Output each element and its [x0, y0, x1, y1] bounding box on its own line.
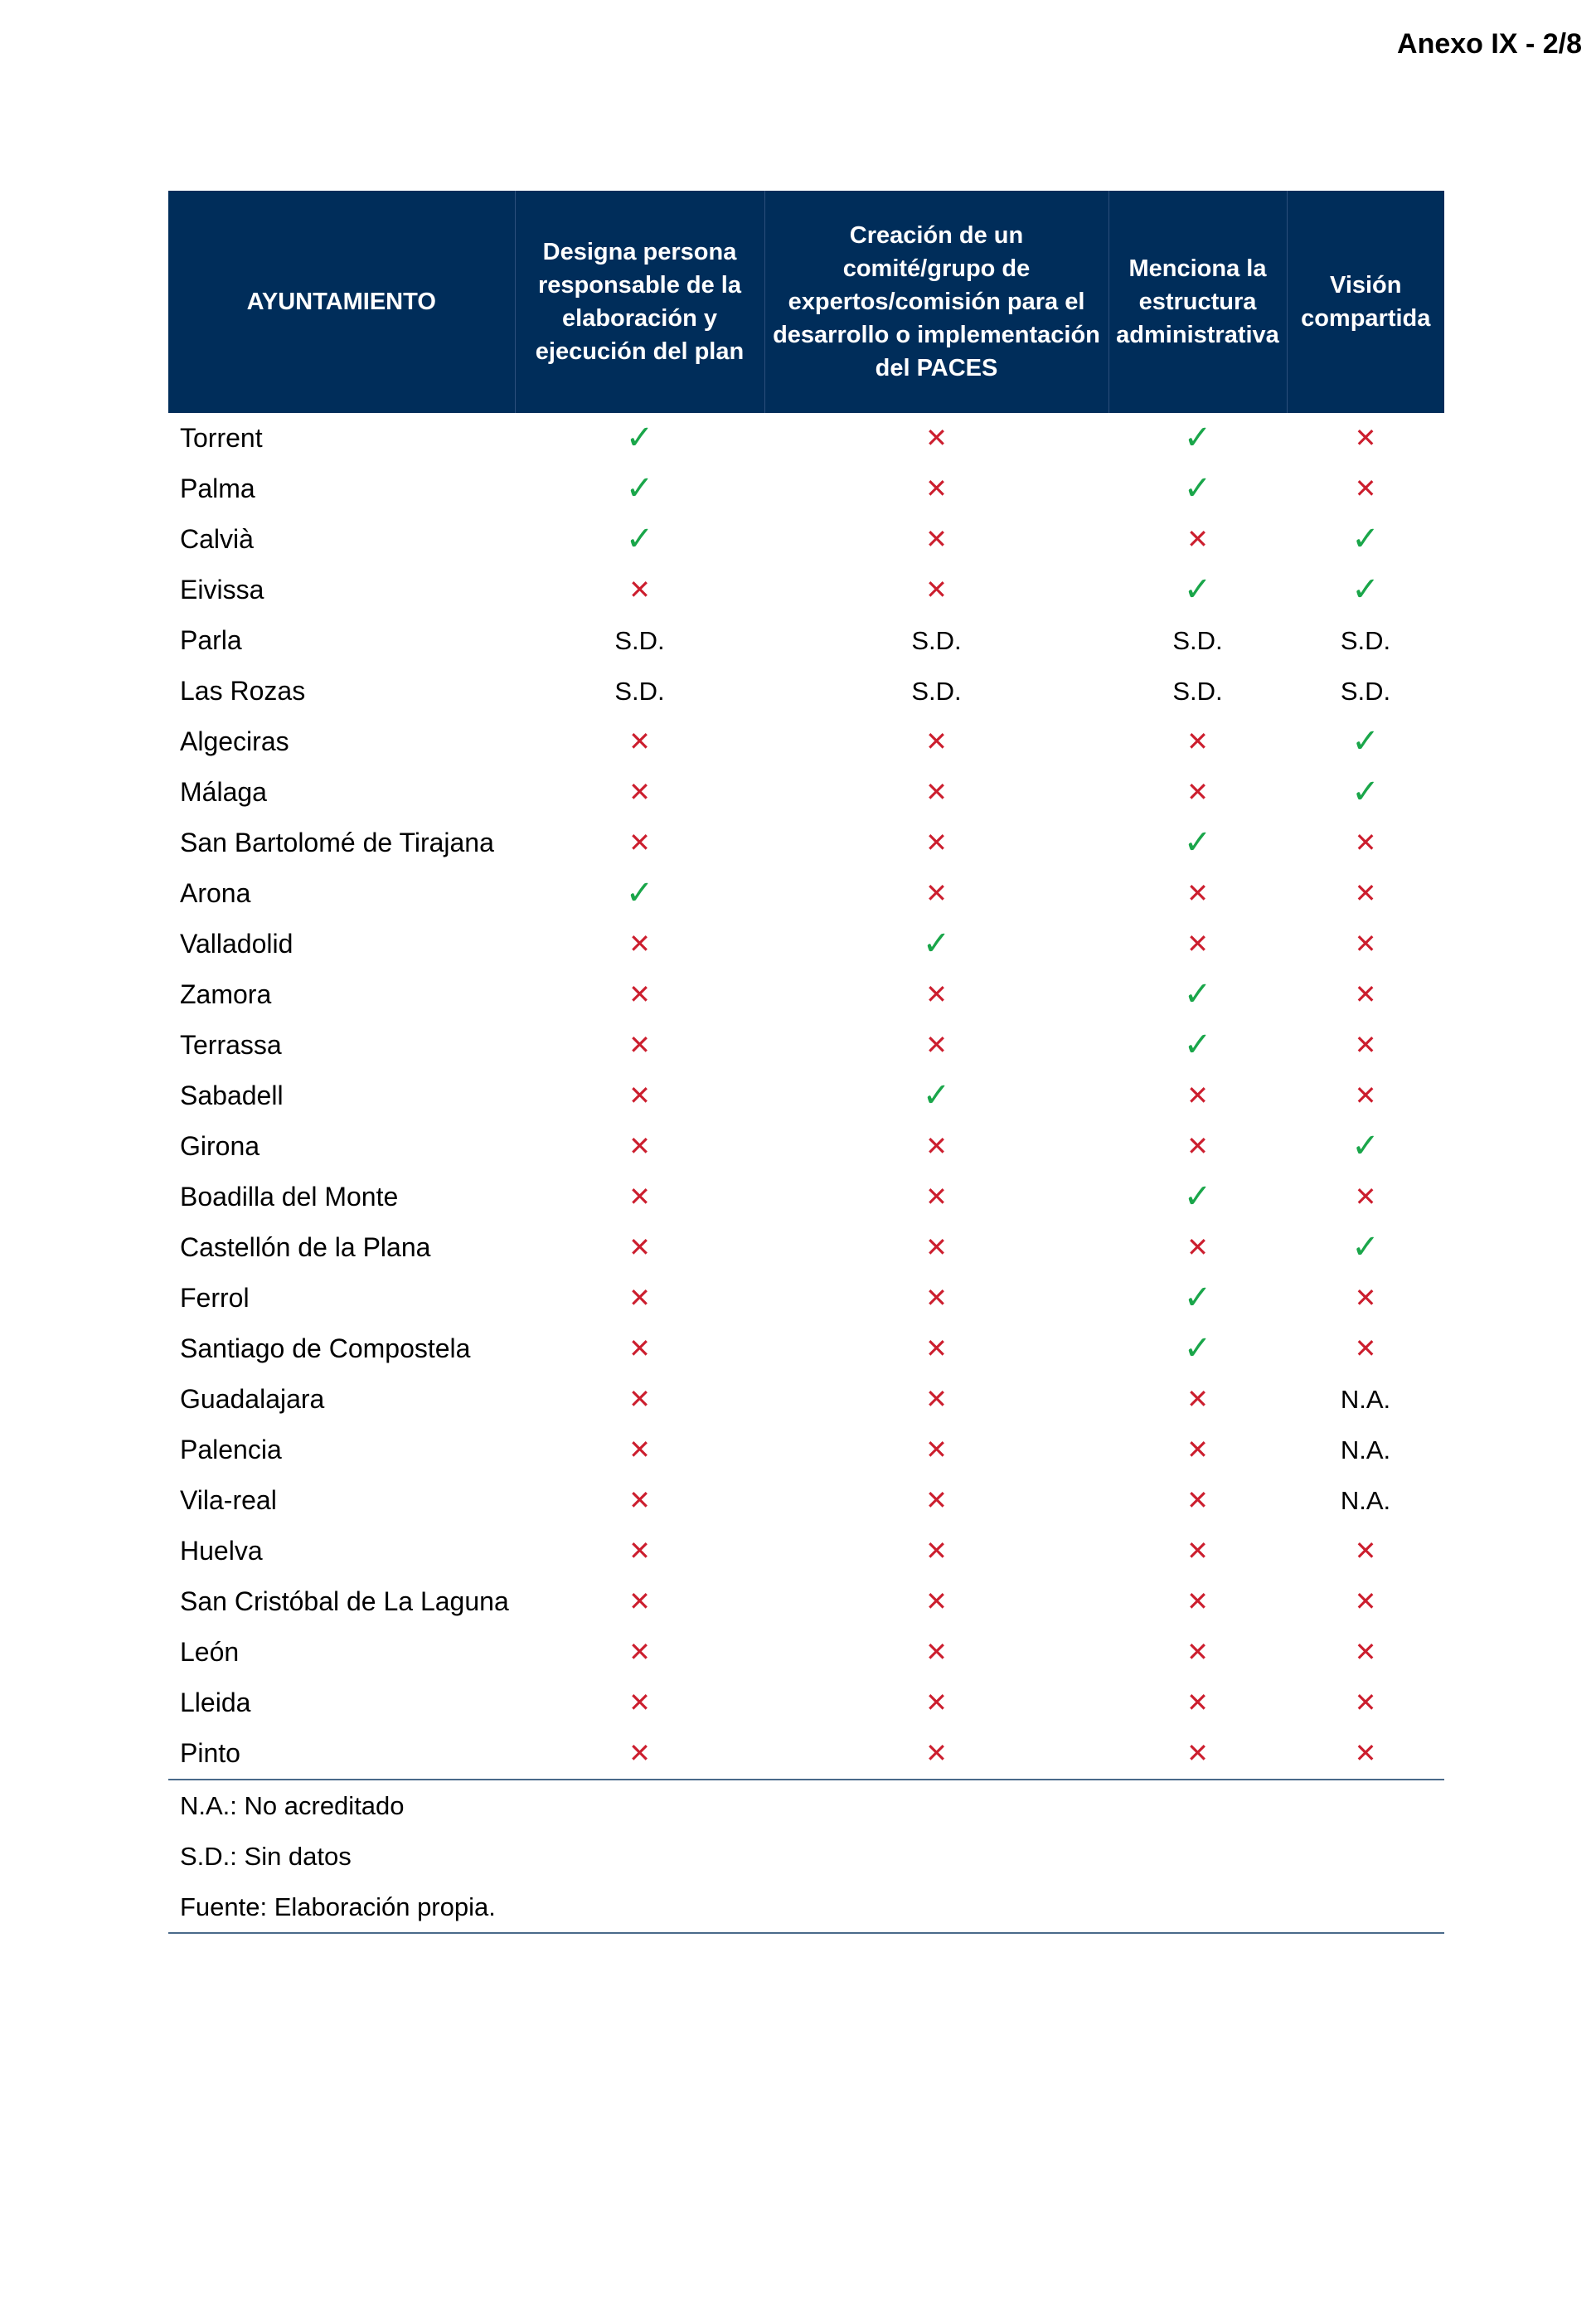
table-cell: [1287, 868, 1444, 919]
municipality-name: Guadalajara: [180, 1384, 325, 1414]
table-cell: [1108, 1121, 1287, 1172]
table-cell: [1108, 1172, 1287, 1222]
municipality-name: Palma: [180, 474, 255, 503]
cross-icon: ✕: [925, 826, 948, 858]
table-cell: [1108, 1425, 1287, 1475]
table-row: [168, 1627, 1444, 1678]
table-cell: [1108, 1273, 1287, 1323]
table-cell: [764, 1526, 1108, 1576]
table-cell: [1108, 1576, 1287, 1627]
table-cell: [1108, 413, 1287, 464]
table-row: [168, 1323, 1444, 1374]
table-cell: [515, 1374, 764, 1425]
check-icon: ✓: [1351, 520, 1380, 558]
cross-icon: ✕: [925, 1332, 948, 1364]
table-cell: [1108, 716, 1287, 767]
check-icon: ✓: [1183, 469, 1212, 508]
table-cell: [1287, 716, 1444, 767]
cross-icon: ✕: [628, 1129, 651, 1162]
cross-icon: ✕: [1354, 1736, 1377, 1769]
check-icon: ✓: [1351, 571, 1380, 609]
cross-icon: ✕: [1186, 877, 1209, 909]
table-cell: [764, 565, 1108, 615]
cross-icon: ✕: [1354, 1281, 1377, 1314]
table-cell: [1287, 1323, 1444, 1374]
municipality-name: Málaga: [180, 777, 267, 807]
check-icon: ✓: [1351, 773, 1380, 811]
cross-icon: ✕: [925, 1534, 948, 1566]
note-source: Fuente: Elaboración propia.: [180, 1892, 496, 1921]
column-header-designa-persona: Designa persona responsable de la elaboración y ejecución del plan: [515, 191, 764, 413]
table-header: [168, 191, 1444, 413]
table-row: [168, 919, 1444, 969]
check-icon: ✓: [625, 520, 654, 558]
cross-icon: ✕: [628, 927, 651, 959]
check-icon: ✓: [625, 469, 654, 508]
cross-icon: ✕: [628, 1028, 651, 1061]
table-cell: [1108, 868, 1287, 919]
cross-icon: ✕: [1354, 1635, 1377, 1668]
cross-icon: ✕: [628, 1332, 651, 1364]
municipality-name: Vila-real: [180, 1485, 277, 1515]
cross-icon: ✕: [925, 1635, 948, 1668]
cross-icon: ✕: [628, 775, 651, 808]
table-cell: [515, 969, 764, 1020]
table-cell: [764, 1273, 1108, 1323]
cross-icon: ✕: [1354, 826, 1377, 858]
table-cell: [1108, 1678, 1287, 1728]
cross-icon: ✕: [925, 1382, 948, 1415]
cross-icon: ✕: [628, 1686, 651, 1718]
table-cell: [764, 1121, 1108, 1172]
municipality-name: Algeciras: [180, 726, 289, 756]
cross-icon: ✕: [925, 1686, 948, 1718]
table-row: [168, 818, 1444, 868]
cross-icon: ✕: [925, 1736, 948, 1769]
cross-icon: ✕: [925, 421, 948, 454]
table-cell: [515, 1020, 764, 1071]
table-cell: [764, 1627, 1108, 1678]
table-row: [168, 1071, 1444, 1121]
table-cell: [1287, 615, 1444, 666]
table-cell: [515, 666, 764, 716]
cross-icon: ✕: [925, 1484, 948, 1516]
cross-icon: ✕: [1354, 1585, 1377, 1617]
data-table-container: [168, 191, 1444, 1934]
table-row: [168, 1121, 1444, 1172]
table-row: [168, 1273, 1444, 1323]
table-cell: [1287, 413, 1444, 464]
cross-icon: ✕: [1354, 472, 1377, 504]
table-cell: [764, 464, 1108, 514]
cell-text: S.D.: [911, 676, 962, 706]
cross-icon: ✕: [1186, 1382, 1209, 1415]
table-cell: [764, 1222, 1108, 1273]
table-cell: [1287, 666, 1444, 716]
cross-icon: ✕: [925, 1231, 948, 1263]
cell-text: S.D.: [1340, 625, 1391, 655]
table-cell: [764, 1071, 1108, 1121]
cross-icon: ✕: [628, 573, 651, 605]
table-cell: [1108, 1222, 1287, 1273]
cross-icon: ✕: [925, 472, 948, 504]
cross-icon: ✕: [1354, 978, 1377, 1010]
table-row: [168, 1425, 1444, 1475]
cross-icon: ✕: [925, 573, 948, 605]
municipality-name: Castellón de la Plana: [180, 1232, 431, 1262]
table-cell: [764, 1678, 1108, 1728]
cross-icon: ✕: [1186, 725, 1209, 757]
check-icon: ✓: [1183, 823, 1212, 862]
cell-text: S.D.: [614, 676, 665, 706]
table-cell: [1108, 919, 1287, 969]
table-cell: [515, 1071, 764, 1121]
table-cell: [1108, 969, 1287, 1020]
table-cell: [1287, 464, 1444, 514]
table-row: [168, 868, 1444, 919]
column-header-vision-compartida: Visión compartida: [1287, 191, 1444, 413]
table-cell: [1287, 1627, 1444, 1678]
column-header-estructura-administrativa: Menciona la estructura administrativa: [1108, 191, 1287, 413]
cross-icon: ✕: [1186, 1433, 1209, 1465]
cross-icon: ✕: [1354, 1079, 1377, 1111]
cross-icon: ✕: [628, 1180, 651, 1212]
table-cell: [1287, 1576, 1444, 1627]
municipality-name: Santiago de Compostela: [180, 1333, 471, 1363]
table-cell: [515, 716, 764, 767]
cross-icon: ✕: [1354, 1028, 1377, 1061]
table-cell: [1287, 818, 1444, 868]
cell-text: S.D.: [911, 625, 962, 655]
table-cell: [764, 1728, 1108, 1780]
page-header: Anexo IX - 2/8: [1397, 28, 1582, 60]
cell-text: S.D.: [1340, 676, 1391, 706]
cell-text: N.A.: [1340, 1485, 1391, 1515]
table-cell: [1108, 615, 1287, 666]
table-cell: [515, 615, 764, 666]
cross-icon: ✕: [1186, 1231, 1209, 1263]
table-cell: [1287, 1526, 1444, 1576]
table-cell: [1108, 1323, 1287, 1374]
cross-icon: ✕: [1186, 522, 1209, 555]
table-cell: [1287, 1222, 1444, 1273]
table-cell: [1108, 1071, 1287, 1121]
table-cell: [1108, 565, 1287, 615]
table-cell: [1287, 767, 1444, 818]
cross-icon: ✕: [925, 1180, 948, 1212]
municipality-name: San Bartolomé de Tirajana: [180, 828, 494, 857]
data-table: [168, 191, 1444, 1780]
table-cell: [1108, 514, 1287, 565]
table-cell: [515, 464, 764, 514]
cross-icon: ✕: [628, 978, 651, 1010]
table-row: [168, 1172, 1444, 1222]
table-cell: [515, 565, 764, 615]
cross-icon: ✕: [1354, 1180, 1377, 1212]
cross-icon: ✕: [628, 1585, 651, 1617]
check-icon: ✓: [1183, 1279, 1212, 1317]
municipality-name: Arona: [180, 878, 251, 908]
cross-icon: ✕: [628, 1382, 651, 1415]
table-row: [168, 1576, 1444, 1627]
cell-text: S.D.: [614, 625, 665, 655]
check-icon: ✓: [1183, 1329, 1212, 1367]
table-cell: [515, 868, 764, 919]
cross-icon: ✕: [1354, 421, 1377, 454]
table-cell: [764, 818, 1108, 868]
cell-text: S.D.: [1172, 625, 1223, 655]
cell-text: S.D.: [1172, 676, 1223, 706]
check-icon: ✓: [922, 925, 951, 963]
cross-icon: ✕: [628, 1079, 651, 1111]
column-header-ayuntamiento: AYUNTAMIENTO: [168, 191, 515, 413]
cross-icon: ✕: [628, 725, 651, 757]
check-icon: ✓: [1351, 1228, 1380, 1266]
municipality-name: Torrent: [180, 423, 263, 453]
cross-icon: ✕: [628, 1231, 651, 1263]
table-cell: [515, 1121, 764, 1172]
table-body: [168, 413, 1444, 1780]
cross-icon: ✕: [1354, 927, 1377, 959]
table-cell: [1108, 1475, 1287, 1526]
cross-icon: ✕: [628, 1281, 651, 1314]
table-row: [168, 1374, 1444, 1425]
cross-icon: ✕: [628, 1534, 651, 1566]
cross-icon: ✕: [1186, 1484, 1209, 1516]
table-cell: [1108, 464, 1287, 514]
table-cell: [764, 767, 1108, 818]
table-cell: [1287, 1475, 1444, 1526]
municipality-name: Eivissa: [180, 575, 264, 605]
cross-icon: ✕: [1186, 775, 1209, 808]
cross-icon: ✕: [925, 978, 948, 1010]
cell-text: N.A.: [1340, 1384, 1391, 1414]
table-cell: [515, 1425, 764, 1475]
table-row: [168, 767, 1444, 818]
table-cell: [1287, 1425, 1444, 1475]
table-cell: [515, 919, 764, 969]
table-cell: [764, 514, 1108, 565]
check-icon: ✓: [922, 1076, 951, 1115]
cross-icon: ✕: [1354, 1534, 1377, 1566]
cross-icon: ✕: [925, 1585, 948, 1617]
table-row: [168, 565, 1444, 615]
municipality-name: Palencia: [180, 1435, 282, 1464]
table-cell: [764, 1323, 1108, 1374]
table-row: [168, 615, 1444, 666]
table-cell: [515, 818, 764, 868]
cross-icon: ✕: [628, 1736, 651, 1769]
header-row: [168, 191, 1444, 413]
table-cell: [515, 1172, 764, 1222]
table-cell: [1287, 1728, 1444, 1780]
table-cell: [1108, 1728, 1287, 1780]
table-cell: [1287, 1172, 1444, 1222]
municipality-name: Valladolid: [180, 929, 293, 959]
cross-icon: ✕: [1354, 1332, 1377, 1364]
cross-icon: ✕: [628, 1433, 651, 1465]
table-cell: [515, 1728, 764, 1780]
municipality-name: Ferrol: [180, 1283, 250, 1313]
table-cell: [764, 1425, 1108, 1475]
table-cell: [764, 1576, 1108, 1627]
cross-icon: ✕: [628, 1484, 651, 1516]
check-icon: ✓: [1183, 571, 1212, 609]
table-row: [168, 1728, 1444, 1780]
table-row: [168, 1526, 1444, 1576]
table-cell: [515, 1678, 764, 1728]
table-cell: [1108, 767, 1287, 818]
cross-icon: ✕: [1186, 1585, 1209, 1617]
check-icon: ✓: [1351, 722, 1380, 760]
municipality-name: Zamora: [180, 979, 272, 1009]
check-icon: ✓: [1351, 1127, 1380, 1165]
table-cell: [764, 666, 1108, 716]
table-cell: [764, 868, 1108, 919]
cross-icon: ✕: [925, 1129, 948, 1162]
table-row: [168, 1475, 1444, 1526]
cross-icon: ✕: [925, 1028, 948, 1061]
municipality-name: Boadilla del Monte: [180, 1182, 399, 1212]
table-cell: [515, 1323, 764, 1374]
table-cell: [764, 1172, 1108, 1222]
note-sd: S.D.: Sin datos: [180, 1842, 352, 1871]
table-row: [168, 514, 1444, 565]
cross-icon: ✕: [1186, 1534, 1209, 1566]
cross-icon: ✕: [1186, 1129, 1209, 1162]
table-notes: [168, 1780, 1444, 1934]
table-row: [168, 1020, 1444, 1071]
table-cell: [1287, 1273, 1444, 1323]
table-cell: [764, 1374, 1108, 1425]
municipality-name: Sabadell: [180, 1081, 284, 1110]
check-icon: ✓: [625, 874, 654, 912]
table-cell: [1108, 1374, 1287, 1425]
check-icon: ✓: [1183, 1178, 1212, 1216]
table-cell: [1108, 818, 1287, 868]
table-cell: [764, 413, 1108, 464]
cross-icon: ✕: [628, 826, 651, 858]
table-cell: [515, 514, 764, 565]
check-icon: ✓: [1183, 1026, 1212, 1064]
table-cell: [1108, 666, 1287, 716]
cross-icon: ✕: [925, 1281, 948, 1314]
table-cell: [1287, 969, 1444, 1020]
municipality-name: Pinto: [168, 1728, 515, 1780]
table-cell: [1108, 1627, 1287, 1678]
table-cell: [764, 919, 1108, 969]
table-cell: [764, 1020, 1108, 1071]
table-cell: [1287, 919, 1444, 969]
table-row: [168, 413, 1444, 464]
check-icon: ✓: [1183, 975, 1212, 1013]
cross-icon: ✕: [925, 1433, 948, 1465]
cross-icon: ✕: [1186, 1635, 1209, 1668]
table-row: [168, 716, 1444, 767]
table-cell: [1287, 514, 1444, 565]
municipality-name: Huelva: [180, 1536, 263, 1566]
cross-icon: ✕: [1186, 927, 1209, 959]
check-icon: ✓: [625, 419, 654, 457]
cross-icon: ✕: [925, 725, 948, 757]
table-cell: [515, 1475, 764, 1526]
municipality-name: Las Rozas: [180, 676, 306, 706]
cross-icon: ✕: [1186, 1736, 1209, 1769]
table-row: [168, 464, 1444, 514]
check-icon: ✓: [1183, 419, 1212, 457]
column-header-creacion-comite: Creación de un comité/grupo de expertos/comisión para el desarrollo o implementación del PACES: [764, 191, 1108, 413]
table-cell: [515, 1627, 764, 1678]
cross-icon: ✕: [925, 775, 948, 808]
table-cell: [1287, 1678, 1444, 1728]
table-cell: [515, 1576, 764, 1627]
cross-icon: ✕: [628, 1635, 651, 1668]
table-row: [168, 1678, 1444, 1728]
table-cell: [515, 413, 764, 464]
table-cell: [515, 1273, 764, 1323]
municipality-name: Parla: [180, 625, 242, 655]
cross-icon: ✕: [925, 522, 948, 555]
table-cell: [764, 615, 1108, 666]
table-cell: [764, 969, 1108, 1020]
municipality-name: Girona: [180, 1131, 260, 1161]
note-na: N.A.: No acreditado: [180, 1791, 405, 1820]
table-cell: [1287, 1121, 1444, 1172]
table-cell: [515, 1526, 764, 1576]
table-cell: [515, 767, 764, 818]
table-cell: [1287, 1071, 1444, 1121]
table-cell: [1108, 1020, 1287, 1071]
cross-icon: ✕: [925, 877, 948, 909]
table-cell: [764, 716, 1108, 767]
table-cell: [1287, 1374, 1444, 1425]
table-row: [168, 666, 1444, 716]
table-row: [168, 1222, 1444, 1273]
table-cell: [1287, 565, 1444, 615]
municipality-name: San Cristóbal de La Laguna: [180, 1586, 509, 1616]
cross-icon: ✕: [1186, 1079, 1209, 1111]
table-cell: [515, 1222, 764, 1273]
table-cell: [1108, 1526, 1287, 1576]
municipality-name: Lleida: [180, 1688, 251, 1717]
cross-icon: ✕: [1354, 1686, 1377, 1718]
cross-icon: ✕: [1354, 877, 1377, 909]
cell-text: N.A.: [1340, 1435, 1391, 1464]
table-cell: [764, 1475, 1108, 1526]
table-cell: [1287, 1020, 1444, 1071]
table-row: [168, 969, 1444, 1020]
cross-icon: ✕: [1186, 1686, 1209, 1718]
municipality-name: Terrassa: [180, 1030, 282, 1060]
municipality-name: Calvià: [180, 524, 254, 554]
municipality-name: León: [180, 1637, 240, 1667]
